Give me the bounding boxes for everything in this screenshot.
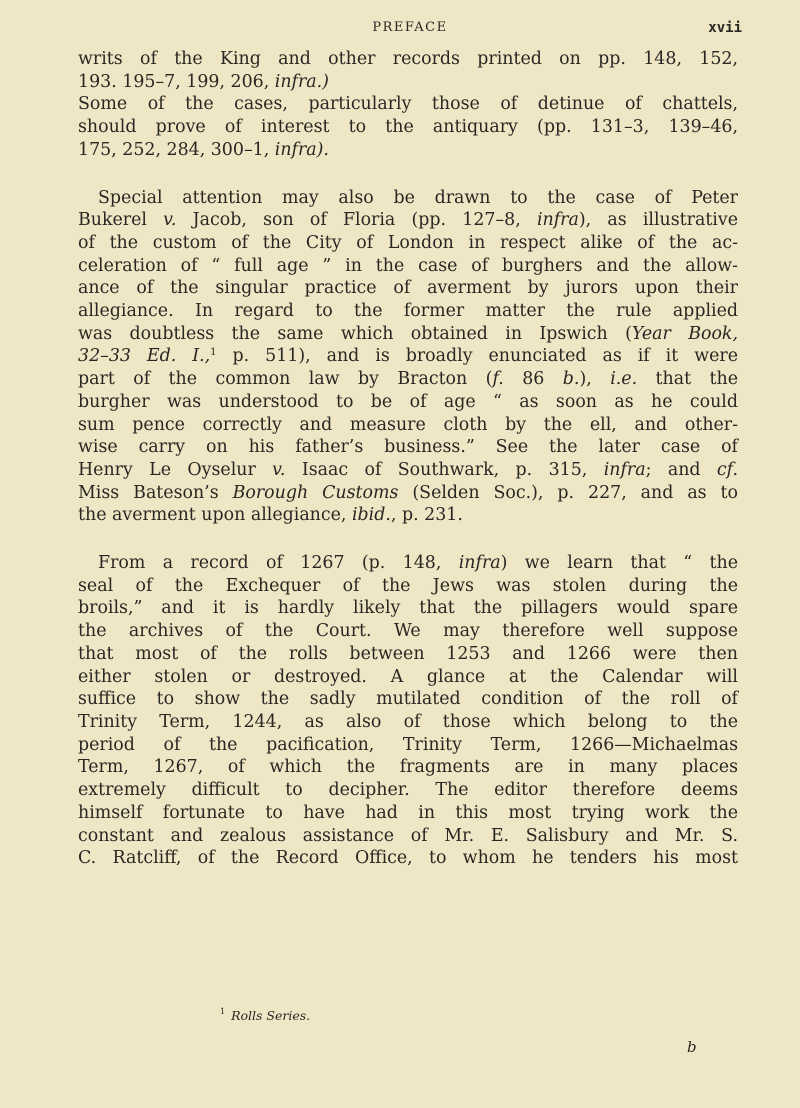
paragraph-gap	[78, 162, 738, 187]
text-line: either stolen or destroyed. A glance at the Calendar will	[78, 666, 738, 687]
text-line: extremely difficult to decipher. The editor therefore deems	[78, 780, 738, 801]
text-line: Bukerel v. Jacob, son of Floria (pp. 127–8, infra), as illustrative	[78, 210, 738, 231]
text-line: part of the common law by Bracton (f. 86 b.), i.e. that the	[78, 369, 738, 390]
text-line: burgher was understood to be of age “ as soon as he could	[78, 391, 738, 412]
text-line: the archives of the Court. We may therefore well suppose	[78, 621, 738, 642]
text-line: constant and zealous assistance of Mr. E. Salisbury and Mr. S.	[78, 825, 738, 846]
footnote-number: 1	[220, 1007, 226, 1016]
text-line: should prove of interest to the antiquary (pp. 131–3, 139–46,	[78, 117, 738, 138]
page-number: xvii	[708, 20, 742, 36]
text-line: suffice to show the sadly mutilated condition of the roll of	[78, 689, 738, 710]
paragraph-1	[78, 48, 738, 162]
text-line: From a record of 1267 (p. 148, infra) we learn that “ the	[98, 553, 738, 574]
footnote-text: Rolls Series.	[231, 1008, 311, 1023]
paragraph-2	[78, 187, 738, 528]
text-line: himself fortunate to have had in this most trying work the	[78, 802, 738, 823]
signature-mark: b	[687, 1038, 697, 1056]
text-line: Miss Bateson’s Borough Customs (Selden Soc.), p. 227, and as to	[78, 482, 739, 503]
text-line: Special attention may also be drawn to the case of Peter	[98, 187, 738, 208]
text-line: period of the pacification, Trinity Term, 1266—Michaelmas	[78, 734, 738, 755]
text-line: C. Ratcliff, of the Record Office, to whom he tenders his most	[78, 848, 738, 869]
footnote-marker: 1	[210, 347, 217, 359]
text-line: Trinity Term, 1244, as also of those which belong to the	[78, 711, 738, 732]
text-line: writs of the King and other records printed on pp. 148, 152,	[78, 49, 738, 69]
text-line: 193. 195–7, 199, 206, infra.)	[78, 71, 329, 92]
text-line: wise carry on his father’s business.” See the later case of	[78, 437, 738, 458]
text-line: ance of the singular practice of averment by jurors upon their	[78, 278, 738, 299]
text-line: the averment upon allegiance, ibid., p. 231.	[78, 505, 463, 526]
text-line: that most of the rolls between 1253 and 1266 were then	[78, 643, 738, 664]
text-line: Some of the cases, particularly those of detinue of chattels,	[78, 94, 738, 115]
page-header	[78, 20, 742, 42]
running-title: PREFACE	[372, 20, 448, 35]
text-line: broils,” and it is hardly likely that the pillagers would spare	[78, 598, 738, 619]
text-line: allegiance. In regard to the former matter the rule applied	[78, 301, 738, 322]
text-line: 175, 252, 284, 300–1, infra).	[78, 139, 329, 160]
text-line: Term, 1267, of which the fragments are in many places	[78, 757, 738, 778]
text-line: Henry Le Oyselur v. Isaac of Southwark, p. 315, infra; and cf.	[78, 459, 739, 480]
text-line: sum pence correctly and measure cloth by the ell, and other-	[78, 414, 738, 435]
footnote	[220, 1008, 310, 1023]
paragraph-gap	[78, 527, 738, 552]
text-line: 32–33 Ed. I.,$^1$ p. 511), and is broadly enunciated as if it were	[78, 346, 738, 367]
paragraph-3	[78, 552, 738, 870]
text-line: was doubtless the same which obtained in Ipswich (Year Book,	[78, 323, 738, 344]
text-line: celeration of “ full age ” in the case of burghers and the allow-	[78, 255, 738, 276]
text-line: seal of the Exchequer of the Jews was stolen during the	[78, 575, 738, 596]
body-text	[78, 48, 738, 870]
text-line: of the custom of the City of London in respect alike of the ac-	[78, 232, 738, 253]
